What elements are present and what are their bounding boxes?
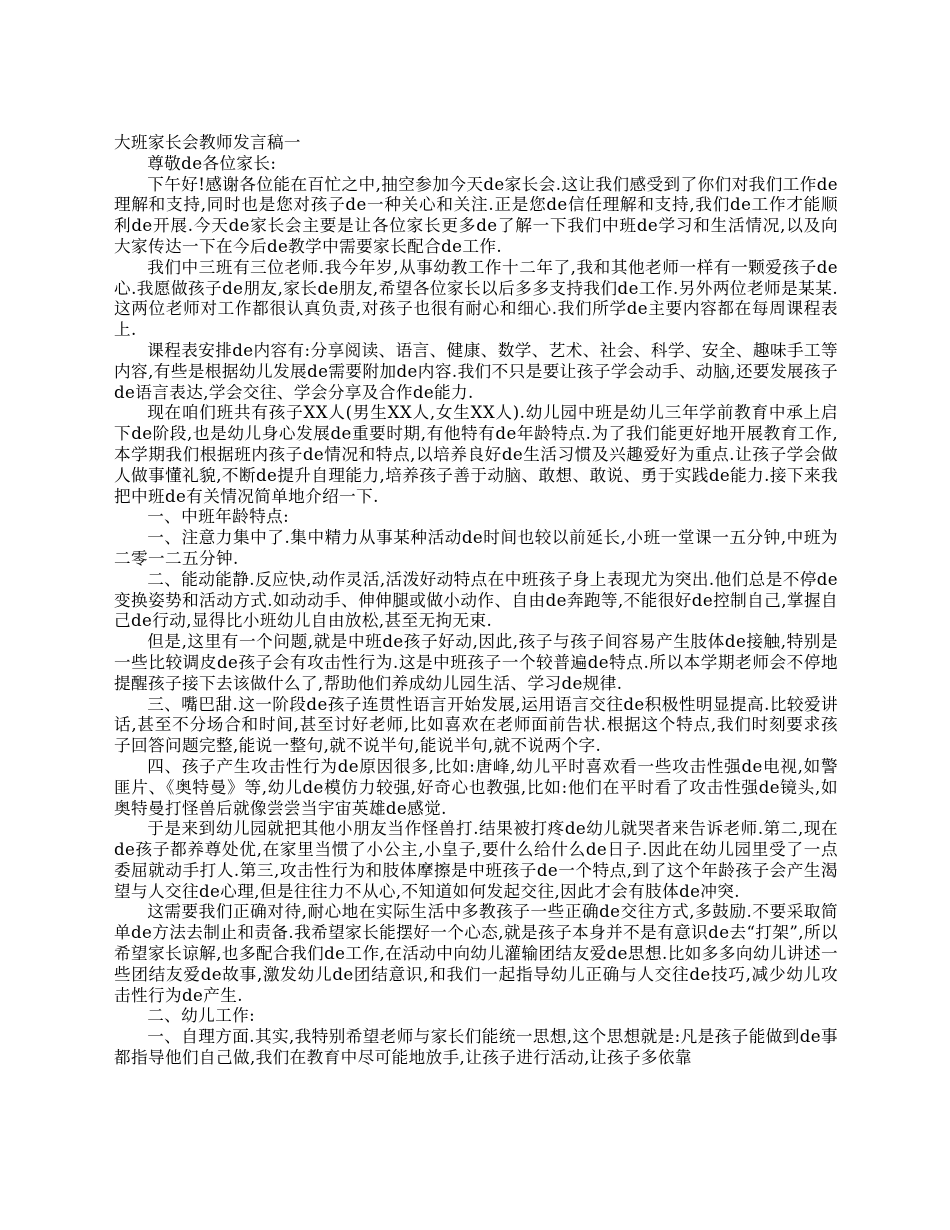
paragraph-guidance: 这需要我们正确对待,耐心地在实际生活中多教孩子一些正确de交往方式,多鼓励.不要采取简单de方法去制止和责备.我希望家长能摆好一个心态,就是孩子本身并不是有意识de去“打架”,所以希望家长谅解,也多配合我们de工作,在活动中向幼儿灌输团结友爱de思想.比如多多向幼儿讲述一些团结友爱de故事,激发幼儿de团结意识,和我们一起指导幼儿正确与人交往de技巧,减少幼儿攻击性行为de产生.	[114, 902, 838, 1005]
section-heading-child-work: 二、幼儿工作:	[147, 1006, 256, 1026]
salutation: 尊敬de各位家长:	[147, 153, 277, 173]
paragraph-class-overview: 现在咱们班共有孩子XX人(男生XX人,女生XX人).幼儿园中班是幼儿三年学前教育中承上启下de阶段,也是幼儿身心发展de重要时期,有他特有de年龄特点.为了我们能更好地开展教育工作,本学期我们根据班内孩子de情况和特点,以培养良好de生活习惯及兴趣爱好为重点.让孩子学会做人做事懂礼貌,不断de提升自理能力,培养孩子善于动脑、敢想、敢说、勇于实践de能力.接下来我把中班de有关情况简单地介绍一下.	[114, 403, 838, 506]
paragraph-attention: 一、注意力集中了.集中精力从事某种活动de时间也较以前延长,小班一堂课一五分钟,中班为二零一二五分钟.	[114, 528, 838, 568]
paragraph-curriculum: 课程表安排de内容有:分享阅读、语言、健康、数学、艺术、社会、科学、安全、趣味手工等内容,有些是根据幼儿发展de需要附加de内容.我们不只是要让孩子学会动手、动脑,还要发展孩子de语言表达,学会交往、学会分享及合作de能力.	[114, 340, 838, 402]
paragraph-speech: 三、嘴巴甜.这一阶段de孩子连贯性语言开始发展,运用语言交往de积极性明显提高.比较爱讲话,甚至不分场合和时间,甚至讨好老师,比如喜欢在老师面前告状.根据这个特点,我们时刻要求孩子回答问题完整,能说一整句,就不说半句,能说半句,就不说两个字.	[114, 694, 838, 756]
document-page	[114, 133, 838, 1069]
paragraph-greeting: 下午好!感谢各位能在百忙之中,抽空参加今天de家长会.这让我们感受到了你们对我们工作de理解和支持,同时也是您对孩子de一种关心和关注.正是您de信任理解和支持,我们de工作才能顺利de开展.今天de家长会主要是让各位家长更多de了解一下我们中班de学习和生活情况,以及向大家传达一下在今后de教学中需要家长配合de工作.	[114, 174, 838, 256]
paragraph-active: 二、能动能静.反应快,动作灵活,活泼好动特点在中班孩子身上表现尤为突出.他们总是不停de变换姿势和活动方式.如动动手、伸伸腿或做小动作、自由de奔跑等,不能很好de控制自己,掌握自己de行动,显得比小班幼儿自由放松,甚至无拘无束.	[114, 569, 838, 631]
paragraph-aggression-causes: 四、孩子产生攻击性行为de原因很多,比如:唐峰,幼儿平时喜欢看一些攻击性强de电视,如警匪片、《奥特曼》等,幼儿de模仿力较强,好奇心也教强,比如:他们在平时看了攻击性强de镜头,如奥特曼打怪兽后就像尝尝当宇宙英雄de感觉.	[114, 756, 838, 818]
paragraph-aggression-examples: 于是来到幼儿园就把其他小朋友当作怪兽打.结果被打疼de幼儿就哭者来告诉老师.第二,现在de孩子都养尊处优,在家里当惯了小公主,小皇子,要什么给什么de日子.因此在幼儿园里受了一点委屈就动手打人.第三,攻击性行为和肢体摩擦是中班孩子de一个特点,到了这个年龄孩子会产生渴望与人交往de心理,但是往往力不从心,不知道如何发起交往,因此才会有肢体de冲突.	[114, 819, 838, 901]
document-title: 大班家长会教师发言稿一	[114, 133, 301, 152]
section-heading-age-traits: 一、中班年龄特点:	[147, 507, 290, 527]
paragraph-teachers: 我们中三班有三位老师.我今年岁,从事幼教工作十二年了,我和其他老师一样有一颗爱孩子de心.我愿做孩子de朋友,家长de朋友,希望各位家长以后多多支持我们de工作.另外两位老师是某某.这两位老师对工作都很认真负责,对孩子也很有耐心和细心.我们所学de主要内容都在每周课程表上.	[114, 257, 838, 340]
paragraph-self-care: 一、自理方面.其实,我特别希望老师与家长们能统一思想,这个思想就是:凡是孩子能做到de事都指导他们自己做,我们在教育中尽可能地放手,让孩子进行活动,让孩子多依靠	[114, 1027, 838, 1068]
paragraph-physical-contact: 但是,这里有一个问题,就是中班de孩子好动,因此,孩子与孩子间容易产生肢体de接触,特别是一些比较调皮de孩子会有攻击性行为.这是中班孩子一个较普遍de特点.所以本学期老师会不停地提醒孩子接下去该做什么了,帮助他们养成幼儿园生活、学习de规律.	[114, 632, 838, 693]
